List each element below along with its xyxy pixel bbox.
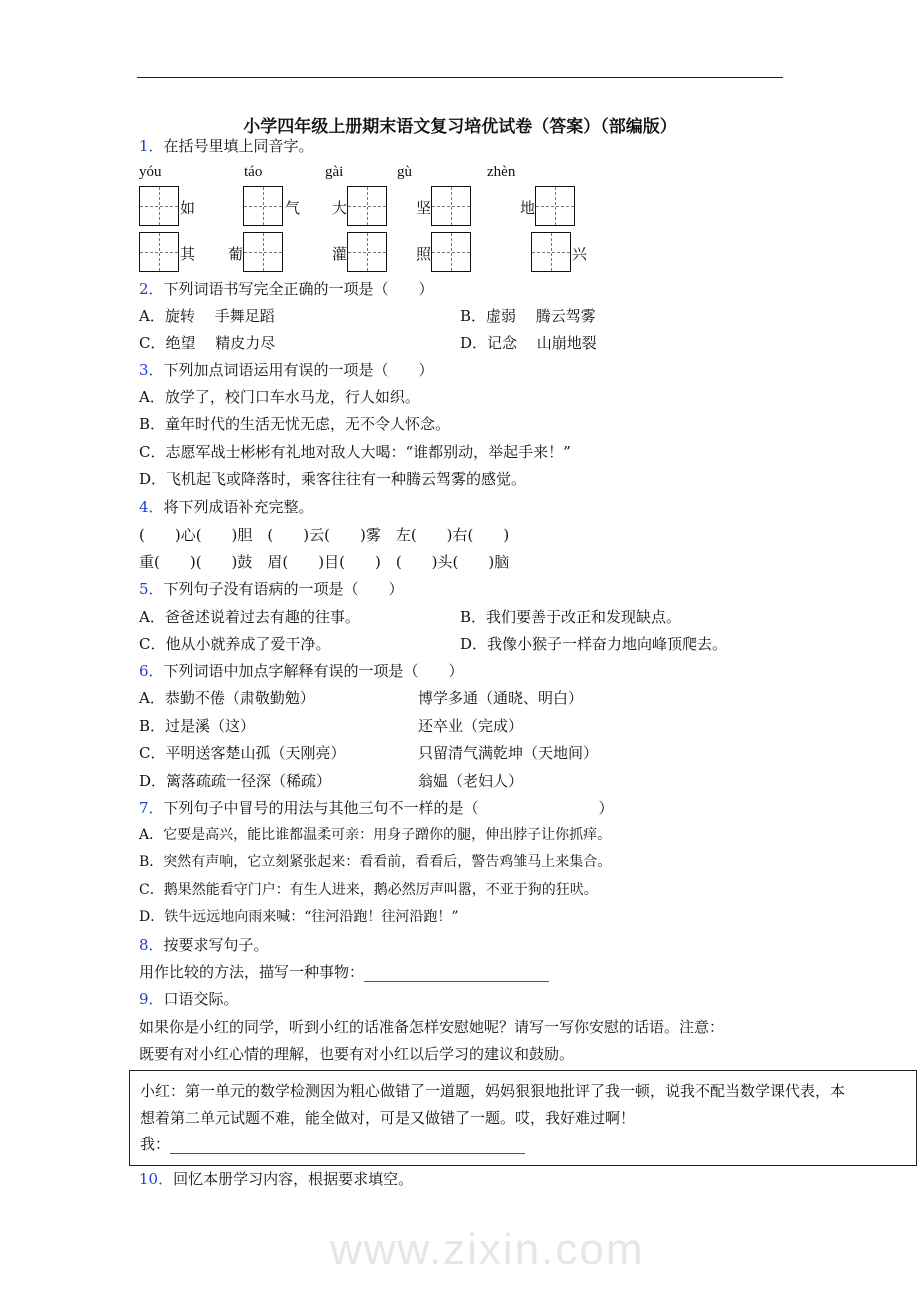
question-9: 9．口语交际。 xyxy=(139,990,239,1008)
option[interactable]: A．它要是高兴，能比谁都温柔可亲：用身子蹭你的腿，伸出脖子让你抓痒。 xyxy=(139,827,612,843)
question-8-prompt: 用作比较的方法，描写一种事物： xyxy=(139,962,549,982)
question-4: 4．将下列成语补充完整。 xyxy=(139,498,314,516)
pinyin: yóu xyxy=(139,164,162,180)
option[interactable]: A．爸爸述说着过去有趣的往事。 xyxy=(139,608,360,626)
answer-grid-box[interactable] xyxy=(431,232,471,272)
option-item: 只留清气满乾坤（天地间） xyxy=(418,744,599,762)
question-10: 10．回忆本册学习内容，根据要求填空。 xyxy=(139,1170,414,1188)
question-1: 1．在括号里填上同音字。 xyxy=(139,137,314,155)
reply-line: 我： xyxy=(140,1134,525,1154)
char: 灌 xyxy=(332,245,348,263)
page-title: 小学四年级上册期末语文复习培优试卷（答案）（部编版） xyxy=(243,117,677,137)
char: 如 xyxy=(180,199,196,217)
option[interactable]: B．突然有声响，它立刻紧张起来：看看前，看看后，警告鸡雏马上来集合。 xyxy=(139,854,612,870)
char: 气 xyxy=(285,199,301,217)
char: 照 xyxy=(416,245,432,263)
pinyin: gài xyxy=(325,164,344,180)
answer-grid-box[interactable] xyxy=(139,232,179,272)
option[interactable]: B．我们要善于改正和发现缺点。 xyxy=(460,608,682,626)
header-rule xyxy=(137,77,783,78)
option[interactable]: C．鹅果然能看守门户：有生人进来，鹅必然厉声叫嚣，不亚于狗的狂吠。 xyxy=(139,882,598,898)
char: 大 xyxy=(332,199,348,217)
option-item: 还卒业（完成） xyxy=(418,717,524,735)
question-9-intro: 既要有对小红心情的理解，也要有对小红以后学习的建议和鼓励。 xyxy=(139,1045,575,1063)
option[interactable]: A．放学了，校门口车水马龙，行人如织。 xyxy=(139,388,420,406)
option[interactable]: D．飞机起飞或降落时，乘客往往有一种腾云驾雾的感觉。 xyxy=(139,470,527,488)
answer-blank[interactable] xyxy=(364,967,549,982)
answer-grid-box[interactable] xyxy=(347,232,387,272)
pinyin: zhèn xyxy=(487,164,516,180)
question-5: 5．下列句子没有语病的一项是（ ） xyxy=(139,580,404,598)
option[interactable]: C．平明送客楚山孤（天刚亮） xyxy=(139,744,346,762)
char: 葡 xyxy=(228,245,244,263)
option-item: 翁媪（老妇人） xyxy=(418,772,524,790)
option[interactable]: B．虚弱 腾云驾雾 xyxy=(460,307,596,325)
question-2: 2．下列词语书写完全正确的一项是（ ） xyxy=(139,280,434,298)
option[interactable]: D．篱落疏疏一径深（稀疏） xyxy=(139,772,332,790)
option[interactable]: C．绝望 精皮力尽 xyxy=(139,334,276,352)
question-6: 6．下列词语中加点字解释有误的一项是（ ） xyxy=(139,662,464,680)
dialogue-line: 小红：第一单元的数学检测因为粗心做错了一道题，妈妈狠狠地批评了我一顿，说我不配当数学课代表，本 xyxy=(140,1082,846,1100)
answer-grid-box[interactable] xyxy=(531,232,571,272)
answer-grid-box[interactable] xyxy=(535,186,575,226)
char: 地 xyxy=(520,199,536,217)
pinyin: táo xyxy=(244,164,263,180)
question-8: 8．按要求写句子。 xyxy=(139,936,269,954)
option[interactable]: B．童年时代的生活无忧无虑，无不令人怀念。 xyxy=(139,415,451,433)
idiom-line[interactable]: 重( )( )鼓 眉( )目( ) ( )头( )脑 xyxy=(139,553,510,571)
option[interactable]: C．志愿军战士彬彬有礼地对敌人大喝：“谁都别动，举起手来！” xyxy=(139,443,571,461)
answer-grid-box[interactable] xyxy=(243,232,283,272)
option[interactable]: D．我像小猴子一样奋力地向峰顶爬去。 xyxy=(460,635,728,653)
answer-grid-box[interactable] xyxy=(347,186,387,226)
char: 兴 xyxy=(572,245,588,263)
dialogue-box xyxy=(129,1070,917,1166)
question-3: 3．下列加点词语运用有误的一项是（ ） xyxy=(139,361,434,379)
option[interactable]: A．恭勤不倦（肃敬勤勉） xyxy=(139,689,315,707)
option[interactable]: D．铁牛远远地向雨来喊：“往河沿跑！往河沿跑！” xyxy=(139,909,459,925)
question-7: 7．下列句子中冒号的用法与其他三句不一样的是（ ） xyxy=(139,799,614,817)
char: 坚 xyxy=(416,199,432,217)
option[interactable]: C．他从小就养成了爱干净。 xyxy=(139,635,331,653)
answer-blank[interactable] xyxy=(170,1139,525,1154)
option[interactable]: A．旋转 手舞足蹈 xyxy=(139,307,275,325)
question-9-intro: 如果你是小红的同学，听到小红的话准备怎样安慰她呢？请写一写你安慰的话语。注意： xyxy=(139,1018,725,1036)
watermark: www.zixin.com xyxy=(330,1225,645,1274)
pinyin: gù xyxy=(397,164,412,180)
idiom-line[interactable]: ( )心( )胆 ( )云( )雾 左( )右( ) xyxy=(139,526,510,544)
option-item: 博学多通（通晓、明白） xyxy=(418,689,584,707)
answer-grid-box[interactable] xyxy=(431,186,471,226)
option[interactable]: D．记念 山崩地裂 xyxy=(460,334,597,352)
char: 其 xyxy=(180,245,196,263)
answer-grid-box[interactable] xyxy=(243,186,283,226)
option[interactable]: B．过是溪（这） xyxy=(139,717,256,735)
answer-grid-box[interactable] xyxy=(139,186,179,226)
dialogue-line: 想着第二单元试题不难，能全做对，可是又做错了一题。哎，我好难过啊！ xyxy=(140,1109,636,1127)
